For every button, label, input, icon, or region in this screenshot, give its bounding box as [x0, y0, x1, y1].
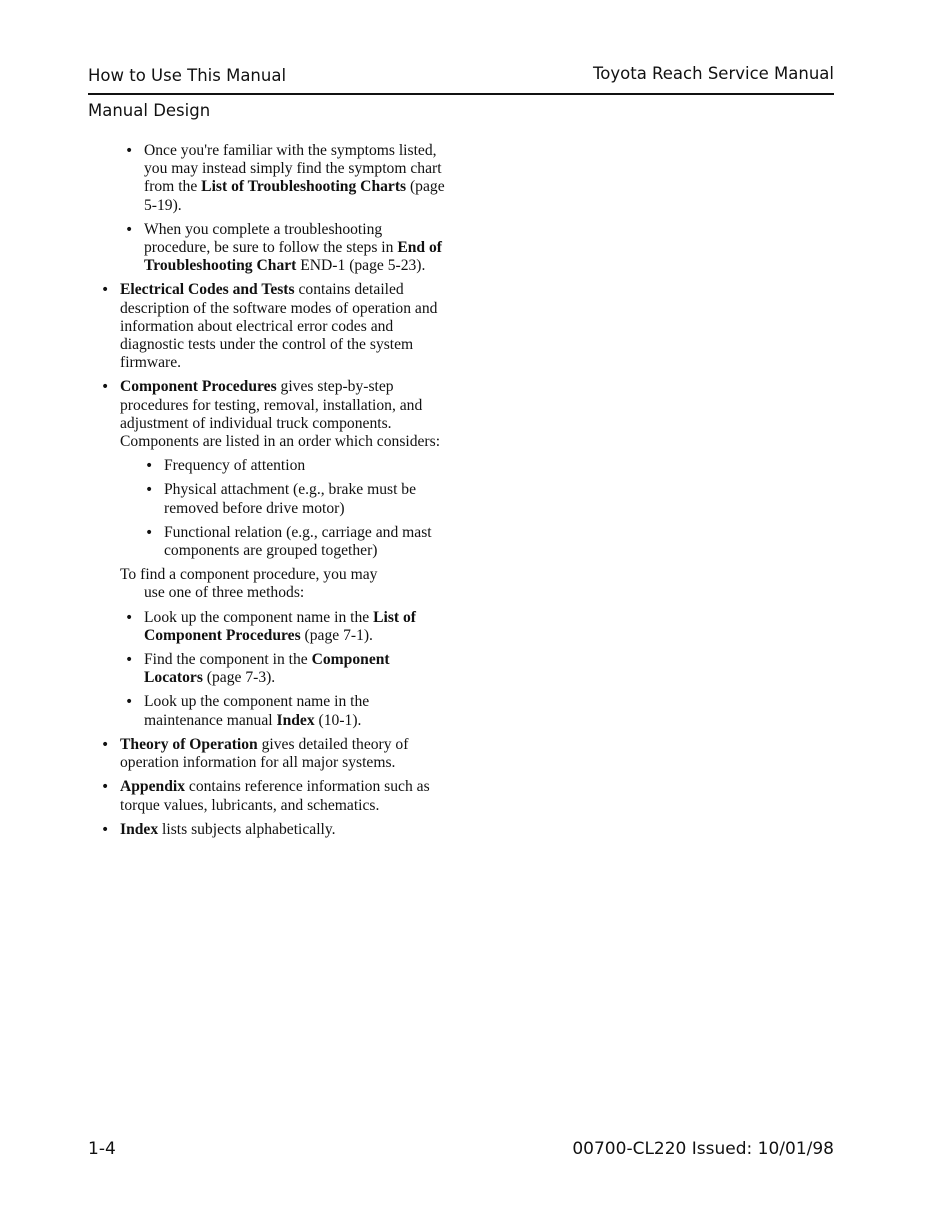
methods-list [124, 609, 450, 730]
find-component-paragraph: To find a component procedure, you may use one of three methods: [120, 566, 378, 602]
header-rule [88, 93, 834, 95]
section-list-continued [100, 736, 450, 839]
document-issue-info: 00700-CL220 Issued: 10/01/98 [572, 1139, 834, 1159]
troubleshooting-sub-list [124, 142, 450, 275]
link-end-of-troubleshooting-chart: End of Troubleshooting Chart [144, 239, 442, 275]
list-item: • Frequency of attention [144, 457, 450, 475]
section-title: Manual Design [88, 101, 211, 120]
considerations-list [144, 457, 450, 560]
list-item: • When you complete a troubleshooting procedure, be sure to follow the steps in End of Troubleshooting Chart END-1 (page 5-23). [124, 221, 450, 276]
page-number: 1-4 [88, 1139, 116, 1159]
section-appendix: • Appendix contains reference information such as torque values, lubricants, and schematics. [100, 778, 450, 814]
header-title: How to Use This Manual [88, 66, 287, 85]
header-manual-name: Toyota Reach Service Manual [593, 64, 834, 83]
section-theory-of-operation: • Theory of Operation gives detailed theory of operation information for all major systems. [100, 736, 450, 772]
section-electrical-codes: • Electrical Codes and Tests contains detailed description of the software modes of operation and information about electrical error codes and diagnostic tests under the control of the system firmware. [100, 281, 450, 372]
list-item: • Once you're familiar with the symptoms listed, you may instead simply find the symptom chart from the List of Troubleshooting Charts (page 5-19). [124, 142, 450, 215]
section-component-procedures: • Component Procedures gives step-by-step procedures for testing, removal, installation, and adjustment of individual truck components. Components are listed in an order which considers: • Frequency of attention • Physical attachment (e.g., brake must be removed before drive motor) • Functional relation (e.g., carriage and mast components are grouped together) [100, 378, 450, 560]
list-item: • Look up the component name in the maintenance manual Index (10-1). [124, 693, 450, 729]
list-item: • Find the component in the Component Locators (page 7-3). [124, 651, 450, 687]
section-index: • Index lists subjects alphabetically. [100, 821, 450, 839]
list-item: • Functional relation (e.g., carriage and mast components are grouped together) [144, 524, 450, 560]
list-item: • Physical attachment (e.g., brake must be removed before drive motor) [144, 481, 450, 517]
link-list-of-troubleshooting-charts: List of Troubleshooting Charts [201, 178, 407, 196]
document-body [100, 142, 450, 839]
list-item: • Look up the component name in the List of Component Procedures (page 7-1). [124, 609, 450, 645]
section-list [100, 281, 450, 560]
